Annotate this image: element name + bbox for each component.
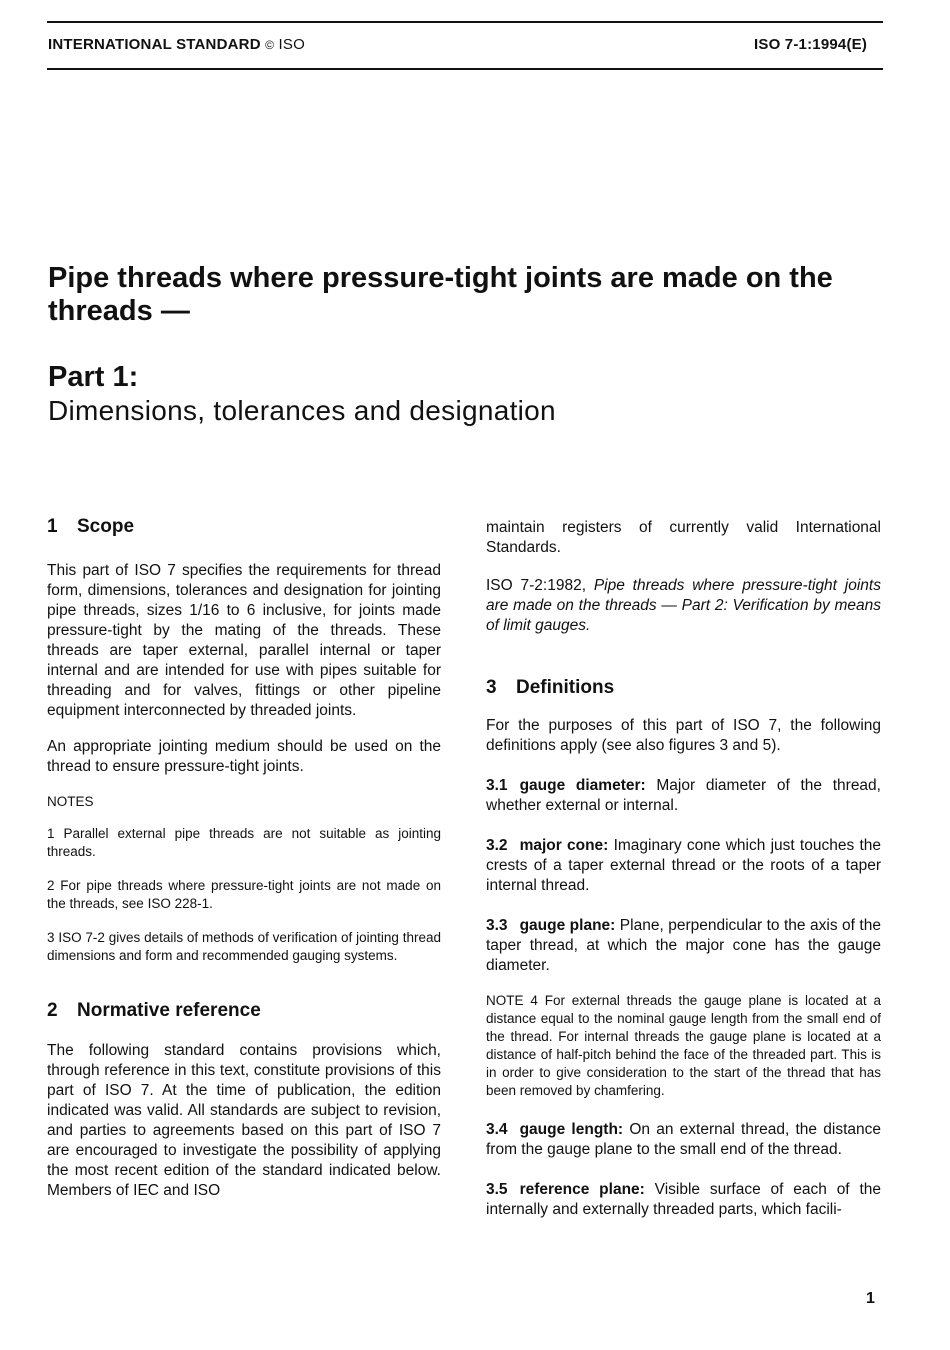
header-standard-label: INTERNATIONAL STANDARD	[48, 36, 261, 53]
normative-paragraph: The following standard contains provisions which, through reference in this text, constitute provisions of this part of ISO 7. At the time of publication, the edition indicated was valid. All standards are subject to revision, and parties to agreements based on this part of ISO 7 are encouraged to investigate the possibility of applying the most recent edition of the standard indicated below. Members of IEC and ISO	[47, 1042, 441, 1199]
definition-number: 3.3	[486, 917, 508, 934]
definition-term: gauge diameter:	[519, 777, 646, 794]
header-top-rule	[47, 21, 883, 23]
section-number: 2	[47, 1000, 58, 1021]
section-title: Scope	[77, 516, 135, 537]
note: 2 For pipe threads where pressure-tight joints are not made on the threads, see ISO 228-1.	[47, 878, 441, 911]
notes-label: NOTES	[47, 794, 94, 809]
part-label: Part 1:	[48, 361, 139, 393]
copyright-symbol: ©	[265, 38, 275, 52]
document-subtitle: Dimensions, tolerances and designation	[48, 395, 556, 426]
section-title: Normative reference	[77, 1000, 261, 1021]
definition-number: 3.5	[486, 1181, 508, 1198]
scope-paragraph: An appropriate jointing medium should be used on the thread to ensure pressure-tight joints.	[47, 738, 441, 775]
definition-term: gauge plane:	[519, 917, 616, 934]
definition-text: On an external thread, the distance from the gauge plane to the small end of the thread.	[486, 1121, 881, 1158]
definition-term: gauge length:	[519, 1121, 624, 1138]
section-heading-normative-reference	[47, 999, 441, 1023]
definition-text: Visible surface of each of the internally and externally threaded parts, which facili-	[486, 1181, 881, 1218]
definitions-intro: For the purposes of this part of ISO 7, the following definitions apply (see also figures 3 and 5).	[486, 717, 881, 754]
reference-code: ISO 7-2:1982,	[486, 577, 587, 594]
note: 1 Parallel external pipe threads are not suitable as jointing threads.	[47, 826, 441, 859]
scope-paragraph: This part of ISO 7 specifies the requirements for thread form, dimensions, tolerances and designation for jointing pipe threads, sizes 1/16 to 6 inclusive, for joints made pressure-tight by the mating of the threads. These threads are taper external, parallel internal or taper internal and are intended for use with pipes suitable for threading and for valves, fittings or other pipeline equipment interconnected by threaded joints.	[47, 562, 441, 719]
definition-note: NOTE 4 For external threads the gauge plane is located at a distance equal to the nominal gauge length from the small end of the thread. For internal threads the gauge plane is located at a distance of half-pitch behind the face of the threaded part. This is in order to give consideration to the start of the thread that has been removed by chamfering.	[486, 993, 881, 1098]
section-heading-scope	[47, 515, 441, 539]
right-column	[486, 515, 881, 1220]
definition-term: major cone:	[519, 837, 609, 854]
note: 3 ISO 7-2 gives details of methods of verification of jointing thread dimensions and form and recommended gauging systems.	[47, 930, 441, 963]
section-heading-definitions	[486, 676, 881, 700]
page-number: 1	[866, 1290, 875, 1307]
definition-item	[486, 916, 881, 976]
definition-term: reference plane:	[519, 1181, 645, 1198]
section-number: 1	[47, 516, 58, 537]
header-iso-label: ISO	[278, 36, 305, 53]
definition-number: 3.1	[486, 777, 508, 794]
definition-item	[486, 1180, 881, 1220]
left-column	[47, 515, 441, 1201]
normative-reference-entry	[486, 576, 881, 636]
header-bottom-rule	[47, 68, 883, 70]
section-title: Definitions	[516, 677, 615, 698]
header-document-id: ISO 7-1:1994(E)	[754, 36, 868, 53]
definition-number: 3.4	[486, 1121, 508, 1138]
definition-number: 3.2	[486, 837, 508, 854]
definition-item	[486, 836, 881, 896]
definition-text: Imaginary cone which just touches the crests of a taper external thread or the roots of a taper internal thread.	[486, 837, 881, 894]
section-number: 3	[486, 677, 497, 698]
normative-continuation: maintain registers of currently valid International Standards.	[486, 519, 881, 556]
definition-text: Major diameter of the thread, whether external or internal.	[486, 777, 881, 814]
definition-item	[486, 1120, 881, 1160]
header-left	[48, 36, 305, 53]
definition-text: Plane, perpendicular to the axis of the taper thread, at which the major cone has the gauge diameter.	[486, 917, 881, 974]
definition-item	[486, 776, 881, 816]
document-title: Pipe threads where pressure-tight joints are made on the threads —	[48, 262, 833, 327]
reference-title: Pipe threads where pressure-tight joints are made on the threads — Part 2: Verification by means of limit gauges.	[486, 577, 881, 634]
